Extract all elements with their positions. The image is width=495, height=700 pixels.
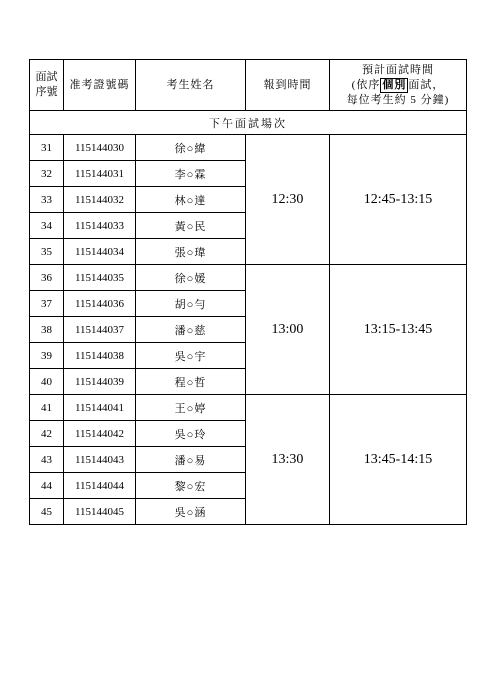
name-cell: 黎○宏 — [136, 473, 246, 499]
header-report-time-label: 報到時間 — [263, 78, 312, 91]
interview-time-cell: 13:45-14:15 — [330, 395, 467, 525]
name-cell: 吳○玲 — [136, 421, 246, 447]
seq-cell: 39 — [30, 343, 64, 369]
name-cell: 黃○民 — [136, 213, 246, 239]
admission-no-cell: 115144034 — [64, 239, 136, 265]
admission-no-cell: 115144043 — [64, 447, 136, 473]
name-cell: 徐○緯 — [136, 135, 246, 161]
seq-cell: 42 — [30, 421, 64, 447]
admission-no-cell: 115144045 — [64, 499, 136, 525]
table-row — [30, 135, 467, 161]
interview-schedule-table — [29, 59, 467, 525]
admission-no-cell: 115144032 — [64, 187, 136, 213]
name-cell: 潘○易 — [136, 447, 246, 473]
session-row — [30, 111, 467, 135]
admission-no-cell: 115144030 — [64, 135, 136, 161]
seq-cell: 41 — [30, 395, 64, 421]
admission-no-cell: 115144035 — [64, 265, 136, 291]
seq-cell: 44 — [30, 473, 64, 499]
header-interview-time-line2 — [330, 78, 466, 93]
admission-no-cell: 115144041 — [64, 395, 136, 421]
table-row — [30, 395, 467, 421]
report-time-cell: 12:30 — [246, 135, 330, 265]
header-interview-time-line1: 預計面試時間 — [362, 63, 434, 76]
name-cell: 王○婷 — [136, 395, 246, 421]
session-label: 下午面試場次 — [30, 111, 467, 135]
seq-cell: 32 — [30, 161, 64, 187]
admission-no-cell: 115144044 — [64, 473, 136, 499]
header-admission-no — [64, 60, 136, 111]
seq-cell: 36 — [30, 265, 64, 291]
admission-no-cell: 115144037 — [64, 317, 136, 343]
admission-no-cell: 115144033 — [64, 213, 136, 239]
header-interview-time-l2a: (依序 — [351, 78, 381, 91]
seq-cell: 43 — [30, 447, 64, 473]
name-cell: 潘○慈 — [136, 317, 246, 343]
name-cell: 李○霖 — [136, 161, 246, 187]
seq-cell: 34 — [30, 213, 64, 239]
header-seq — [30, 60, 64, 111]
table-row — [30, 265, 467, 291]
header-report-time — [246, 60, 330, 111]
seq-cell: 45 — [30, 499, 64, 525]
admission-no-cell: 115144039 — [64, 369, 136, 395]
name-cell: 程○哲 — [136, 369, 246, 395]
interview-time-cell: 12:45-13:15 — [330, 135, 467, 265]
name-cell: 胡○勻 — [136, 291, 246, 317]
seq-cell: 38 — [30, 317, 64, 343]
header-interview-time — [330, 60, 467, 111]
header-row — [30, 60, 467, 111]
header-interview-time-boxed: 個別 — [382, 78, 407, 91]
admission-no-cell: 115144031 — [64, 161, 136, 187]
name-cell: 徐○媛 — [136, 265, 246, 291]
report-time-cell: 13:00 — [246, 265, 330, 395]
header-interview-time-line3: 每位考生約 5 分鐘) — [346, 93, 450, 106]
interview-time-cell: 13:15-13:45 — [330, 265, 467, 395]
seq-cell: 37 — [30, 291, 64, 317]
header-admission-no-label: 准考證號碼 — [69, 78, 130, 91]
name-cell: 吳○宇 — [136, 343, 246, 369]
admission-no-cell: 115144042 — [64, 421, 136, 447]
admission-no-cell: 115144038 — [64, 343, 136, 369]
seq-cell: 31 — [30, 135, 64, 161]
seq-cell: 40 — [30, 369, 64, 395]
seq-cell: 35 — [30, 239, 64, 265]
report-time-cell: 13:30 — [246, 395, 330, 525]
name-cell: 張○瑋 — [136, 239, 246, 265]
seq-cell: 33 — [30, 187, 64, 213]
header-interview-time-l2c: 面試， — [408, 78, 445, 91]
header-name-label: 考生姓名 — [166, 78, 215, 91]
name-cell: 林○達 — [136, 187, 246, 213]
header-seq-label: 面試 序號 — [35, 71, 58, 98]
name-cell: 吳○涵 — [136, 499, 246, 525]
header-name — [136, 60, 246, 111]
admission-no-cell: 115144036 — [64, 291, 136, 317]
interview-schedule-sheet — [29, 59, 466, 525]
